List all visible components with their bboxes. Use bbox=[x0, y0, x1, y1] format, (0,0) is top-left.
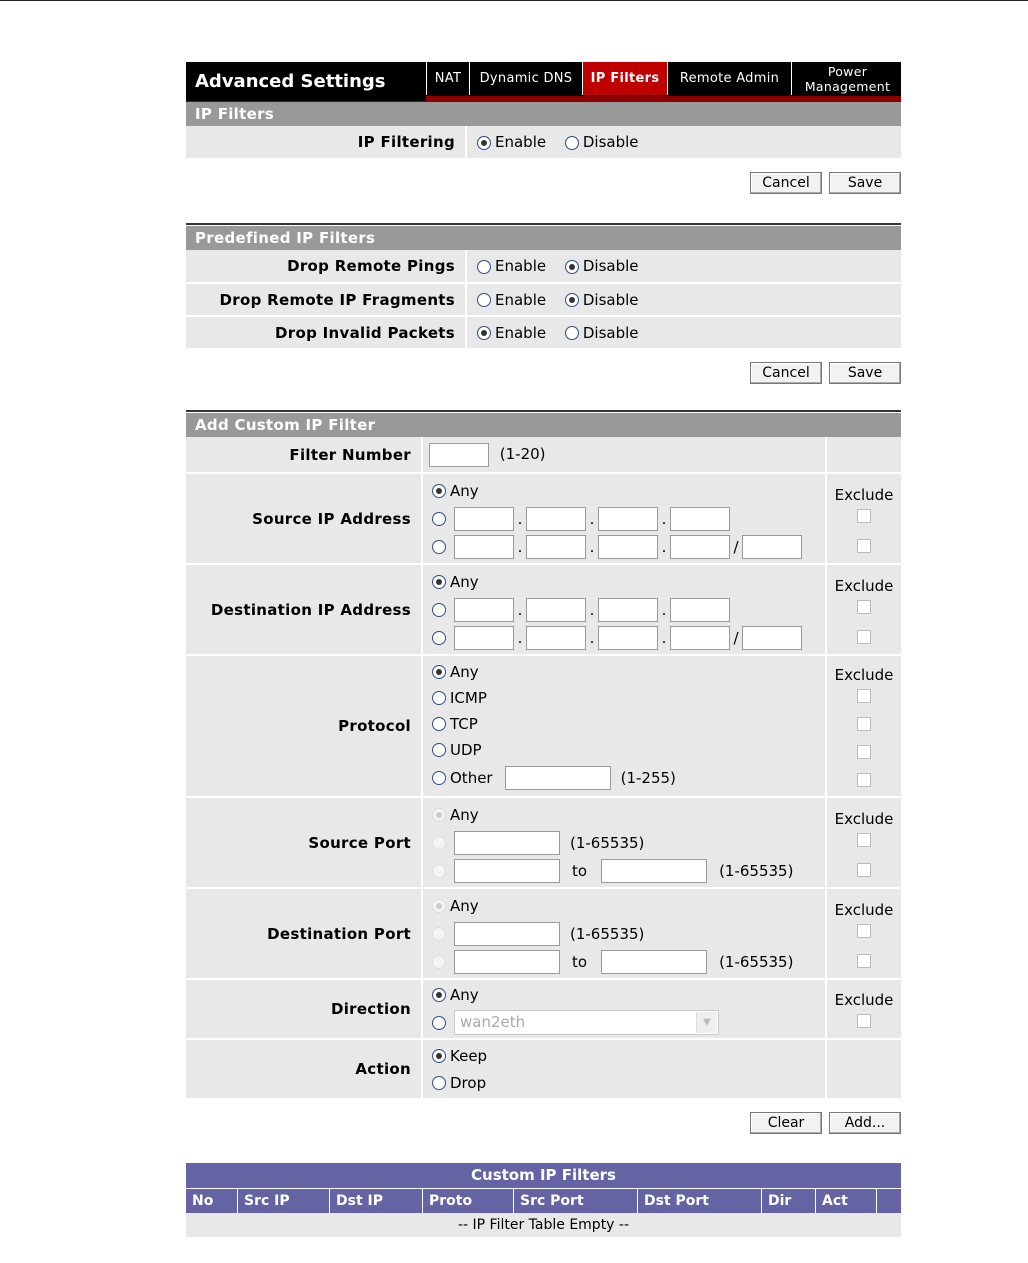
source-port-label: Source Port bbox=[186, 797, 422, 888]
exclude-checkbox[interactable] bbox=[857, 954, 871, 968]
settings-header bbox=[186, 62, 901, 102]
tab-ip-filters[interactable]: IP Filters bbox=[582, 62, 667, 95]
dest-port-exclude-cell bbox=[826, 888, 901, 979]
column-header: Dst IP bbox=[330, 1189, 423, 1213]
port-input[interactable] bbox=[454, 922, 560, 946]
column-header: Act bbox=[816, 1189, 877, 1213]
protocol-tcp[interactable] bbox=[432, 711, 824, 737]
port-to-input[interactable] bbox=[601, 950, 707, 974]
drop-fragments-disable[interactable] bbox=[565, 291, 639, 309]
radio-icon[interactable] bbox=[432, 1049, 446, 1063]
ip-octet-input[interactable] bbox=[526, 626, 586, 650]
column-header: No bbox=[186, 1189, 238, 1213]
exclude-label: Exclude bbox=[834, 485, 894, 504]
source-ip-subnet-radio[interactable] bbox=[432, 540, 446, 554]
ip-octet-input[interactable] bbox=[670, 507, 730, 531]
ip-octet-input[interactable] bbox=[454, 598, 514, 622]
subnet-mask-input[interactable] bbox=[742, 626, 802, 650]
dest-port-range-row bbox=[429, 948, 824, 976]
any-label: Any bbox=[450, 572, 479, 591]
source-port-exclude-cell bbox=[826, 797, 901, 888]
enable-label: Enable bbox=[495, 257, 547, 275]
dest-port-single-radio[interactable] bbox=[432, 927, 446, 941]
protocol-udp[interactable] bbox=[432, 737, 824, 763]
any-label: Any bbox=[450, 805, 479, 824]
filter-number-range: (1-20) bbox=[499, 445, 546, 463]
tab-nat[interactable]: NAT bbox=[426, 62, 469, 95]
column-header: Dst Port bbox=[638, 1189, 762, 1213]
tab-dynamic-dns[interactable]: Dynamic DNS bbox=[469, 62, 582, 95]
source-ip-subnet-row: . . . / bbox=[429, 533, 824, 561]
radio-icon[interactable] bbox=[432, 665, 446, 679]
source-port-any-row bbox=[429, 801, 824, 829]
dest-ip-single-row: . . . bbox=[429, 596, 824, 624]
to-label: to bbox=[572, 861, 588, 880]
radio-icon[interactable] bbox=[432, 717, 446, 731]
divider bbox=[186, 223, 901, 225]
drop-remote-pings-label: Drop Remote Pings bbox=[186, 250, 466, 283]
clear-button[interactable]: Clear bbox=[750, 1112, 822, 1134]
radio-icon[interactable] bbox=[565, 136, 579, 150]
any-label: Any bbox=[450, 985, 479, 1004]
exclude-checkbox[interactable] bbox=[857, 717, 871, 731]
ip-filtering-disable[interactable] bbox=[565, 133, 639, 151]
ip-filters-table bbox=[186, 126, 901, 160]
cancel-button[interactable]: Cancel bbox=[750, 362, 822, 384]
radio-icon[interactable] bbox=[565, 293, 579, 307]
exclude-checkbox[interactable] bbox=[857, 773, 871, 787]
action-label: Action bbox=[186, 1039, 422, 1099]
action-exclude-cell-empty bbox=[826, 1039, 901, 1099]
ip-filtering-enable[interactable] bbox=[477, 133, 546, 151]
ip-octet-input[interactable] bbox=[670, 598, 730, 622]
radio-icon[interactable] bbox=[432, 1076, 446, 1090]
dest-port-range-radio[interactable] bbox=[432, 955, 446, 969]
direction-select[interactable] bbox=[454, 1010, 719, 1035]
source-ip-label: Source IP Address bbox=[186, 473, 422, 564]
source-ip-exclude-cell bbox=[826, 473, 901, 564]
dest-port-any-radio[interactable] bbox=[432, 899, 446, 913]
column-header: Proto bbox=[423, 1189, 514, 1213]
port-from-input[interactable] bbox=[454, 859, 560, 883]
column-header: Dir bbox=[762, 1189, 816, 1213]
filter-number-label: Filter Number bbox=[186, 437, 422, 473]
destination-ip-cell bbox=[422, 564, 826, 655]
direction-label: Direction bbox=[186, 979, 422, 1039]
option-label: Other bbox=[450, 769, 493, 787]
dest-ip-any-row bbox=[429, 568, 824, 596]
action-cell bbox=[422, 1039, 826, 1099]
exclude-checkbox[interactable] bbox=[857, 630, 871, 644]
drop-fragments-enable[interactable] bbox=[477, 291, 546, 309]
tab-underline bbox=[426, 96, 901, 101]
custom-ip-filters-table bbox=[186, 1163, 901, 1237]
drop-remote-ip-fragments-options bbox=[466, 283, 901, 316]
option-label: UDP bbox=[450, 741, 482, 759]
direction-any[interactable] bbox=[432, 981, 824, 1008]
ip-octet-input[interactable] bbox=[454, 507, 514, 531]
radio-icon[interactable] bbox=[565, 326, 579, 340]
protocol-range: (1-255) bbox=[620, 769, 676, 787]
ip-filters-buttons bbox=[186, 160, 901, 206]
ip-filtering-label: IP Filtering bbox=[186, 126, 466, 159]
custom-table-header bbox=[186, 1188, 901, 1213]
source-port-any-radio[interactable] bbox=[432, 808, 446, 822]
drop-remote-pings-disable[interactable] bbox=[565, 257, 639, 275]
enable-label: Enable bbox=[495, 290, 547, 309]
option-label: Keep bbox=[450, 1046, 488, 1065]
radio-icon[interactable] bbox=[477, 293, 491, 307]
radio-icon[interactable] bbox=[477, 136, 491, 150]
any-label: Any bbox=[450, 481, 479, 500]
to-label: to bbox=[572, 952, 588, 971]
subnet-mask-input[interactable] bbox=[742, 535, 802, 559]
exclude-label: Exclude bbox=[834, 991, 894, 1009]
direction-interface-row bbox=[432, 1008, 824, 1037]
protocol-any[interactable] bbox=[432, 659, 824, 685]
section-ip-filters: IP Filters bbox=[186, 102, 901, 126]
source-ip-cell bbox=[422, 473, 826, 564]
ip-octet-input[interactable] bbox=[526, 507, 586, 531]
tab-power-management[interactable] bbox=[791, 62, 903, 95]
port-input[interactable] bbox=[454, 831, 560, 855]
exclude-checkbox[interactable] bbox=[857, 1014, 871, 1028]
dest-ip-exclude-cell bbox=[826, 564, 901, 655]
predefined-table bbox=[186, 250, 901, 350]
exclude-checkbox[interactable] bbox=[857, 924, 871, 938]
port-range: (1-65535) bbox=[570, 833, 645, 852]
port-range: (1-65535) bbox=[719, 952, 794, 971]
disable-label: Disable bbox=[582, 323, 639, 342]
drop-remote-pings-enable[interactable] bbox=[477, 257, 546, 275]
exclude-checkbox[interactable] bbox=[857, 509, 871, 523]
ip-octet-input[interactable] bbox=[454, 535, 514, 559]
custom-table-title: Custom IP Filters bbox=[186, 1163, 901, 1188]
enable-label: Enable bbox=[495, 133, 547, 151]
port-range: (1-65535) bbox=[719, 861, 794, 880]
dest-port-single-row bbox=[429, 920, 824, 948]
exclude-checkbox[interactable] bbox=[857, 745, 871, 759]
drop-remote-ip-fragments-label: Drop Remote IP Fragments bbox=[186, 283, 466, 316]
ip-octet-input[interactable] bbox=[598, 598, 658, 622]
disable-label: Disable bbox=[582, 133, 639, 151]
exclude-checkbox[interactable] bbox=[857, 863, 871, 877]
action-drop[interactable] bbox=[432, 1069, 824, 1096]
drop-invalid-packets-label: Drop Invalid Packets bbox=[186, 316, 466, 349]
ip-octet-input[interactable] bbox=[670, 626, 730, 650]
save-button[interactable]: Save bbox=[829, 362, 901, 384]
section-predefined-ip-filters: Predefined IP Filters bbox=[186, 226, 901, 250]
drop-invalid-disable[interactable] bbox=[565, 324, 639, 342]
direction-exclude-cell bbox=[826, 979, 901, 1039]
exclude-checkbox[interactable] bbox=[857, 539, 871, 553]
column-header: Src Port bbox=[514, 1189, 638, 1213]
chevron-down-icon: ▼ bbox=[696, 1012, 717, 1033]
radio-icon[interactable] bbox=[477, 326, 491, 340]
custom-filter-buttons bbox=[186, 1100, 901, 1150]
destination-ip-label: Destination IP Address bbox=[186, 564, 422, 655]
custom-filter-table bbox=[186, 437, 901, 1100]
exclude-label: Exclude bbox=[834, 576, 894, 595]
save-button[interactable]: Save bbox=[829, 172, 901, 194]
page-title: Advanced Settings bbox=[195, 71, 386, 92]
disable-label: Disable bbox=[582, 290, 639, 309]
ip-octet-input[interactable] bbox=[598, 626, 658, 650]
column-header-spacer bbox=[877, 1189, 901, 1213]
drop-invalid-packets-options bbox=[466, 316, 901, 349]
filter-number-cell bbox=[422, 437, 826, 473]
drop-remote-pings-options bbox=[466, 250, 901, 283]
cancel-button[interactable]: Cancel bbox=[750, 172, 822, 194]
exclude-label: Exclude bbox=[834, 900, 894, 919]
direction-interface-radio[interactable] bbox=[432, 1016, 446, 1030]
source-port-single-row bbox=[429, 829, 824, 857]
exclude-checkbox[interactable] bbox=[857, 600, 871, 614]
option-label: Any bbox=[450, 663, 479, 681]
direction-cell bbox=[422, 979, 826, 1039]
divider bbox=[186, 410, 901, 412]
column-header: Src IP bbox=[238, 1189, 330, 1213]
exclude-label: Exclude bbox=[834, 666, 894, 684]
protocol-other-input[interactable] bbox=[505, 766, 611, 790]
port-to-input[interactable] bbox=[601, 859, 707, 883]
dest-port-any-row bbox=[429, 892, 824, 920]
dest-ip-any-radio[interactable] bbox=[432, 575, 446, 589]
protocol-label: Protocol bbox=[186, 655, 422, 797]
tab-remote-admin[interactable]: Remote Admin bbox=[667, 62, 791, 95]
tab-power-line2: Management bbox=[804, 79, 891, 94]
ip-octet-input[interactable] bbox=[526, 598, 586, 622]
option-label: ICMP bbox=[450, 689, 487, 707]
radio-icon[interactable] bbox=[432, 691, 446, 705]
tab-power-line1: Power bbox=[827, 64, 868, 79]
any-label: Any bbox=[450, 896, 479, 915]
dest-ip-subnet-radio[interactable] bbox=[432, 631, 446, 645]
radio-icon[interactable] bbox=[432, 988, 446, 1002]
dest-ip-single-radio[interactable] bbox=[432, 603, 446, 617]
ip-octet-input[interactable] bbox=[670, 535, 730, 559]
empty-table-message: -- IP Filter Table Empty -- bbox=[186, 1213, 901, 1237]
ip-octet-input[interactable] bbox=[598, 535, 658, 559]
action-keep[interactable] bbox=[432, 1042, 824, 1069]
radio-icon[interactable] bbox=[477, 260, 491, 274]
ip-filtering-options bbox=[466, 126, 901, 159]
port-from-input[interactable] bbox=[454, 950, 560, 974]
radio-icon[interactable] bbox=[432, 771, 446, 785]
select-value: wan2eth bbox=[460, 1013, 526, 1031]
drop-invalid-enable[interactable] bbox=[477, 324, 546, 342]
destination-port-cell bbox=[422, 888, 826, 979]
source-ip-single-radio[interactable] bbox=[432, 512, 446, 526]
source-port-cell bbox=[422, 797, 826, 888]
ip-octet-input[interactable] bbox=[598, 507, 658, 531]
protocol-exclude-cell bbox=[826, 655, 901, 797]
dest-ip-subnet-row: . . . / bbox=[429, 624, 824, 652]
filter-number-input[interactable] bbox=[429, 443, 489, 467]
source-ip-any-row bbox=[429, 477, 824, 505]
exclude-label: Exclude bbox=[834, 809, 894, 828]
option-label: Drop bbox=[450, 1073, 487, 1092]
protocol-other[interactable] bbox=[432, 763, 824, 793]
exclude-checkbox[interactable] bbox=[857, 833, 871, 847]
source-port-range-radio[interactable] bbox=[432, 864, 446, 878]
predefined-buttons bbox=[186, 350, 901, 396]
source-ip-any-radio[interactable] bbox=[432, 484, 446, 498]
radio-icon[interactable] bbox=[565, 260, 579, 274]
option-label: TCP bbox=[450, 715, 478, 733]
exclude-cell-empty bbox=[826, 437, 901, 473]
protocol-icmp[interactable] bbox=[432, 685, 824, 711]
top-divider bbox=[0, 0, 1028, 1]
radio-icon[interactable] bbox=[432, 743, 446, 757]
port-range: (1-65535) bbox=[570, 924, 645, 943]
enable-label: Enable bbox=[495, 323, 547, 342]
ip-octet-input[interactable] bbox=[454, 626, 514, 650]
disable-label: Disable bbox=[582, 257, 639, 275]
exclude-checkbox[interactable] bbox=[857, 689, 871, 703]
advanced-settings-panel bbox=[186, 62, 901, 1237]
protocol-cell bbox=[422, 655, 826, 797]
source-ip-single-row: . . . bbox=[429, 505, 824, 533]
destination-port-label: Destination Port bbox=[186, 888, 422, 979]
ip-octet-input[interactable] bbox=[526, 535, 586, 559]
source-port-range-row bbox=[429, 857, 824, 885]
add-button[interactable]: Add... bbox=[829, 1112, 901, 1134]
section-add-custom-ip-filter: Add Custom IP Filter bbox=[186, 413, 901, 437]
source-port-single-radio[interactable] bbox=[432, 836, 446, 850]
